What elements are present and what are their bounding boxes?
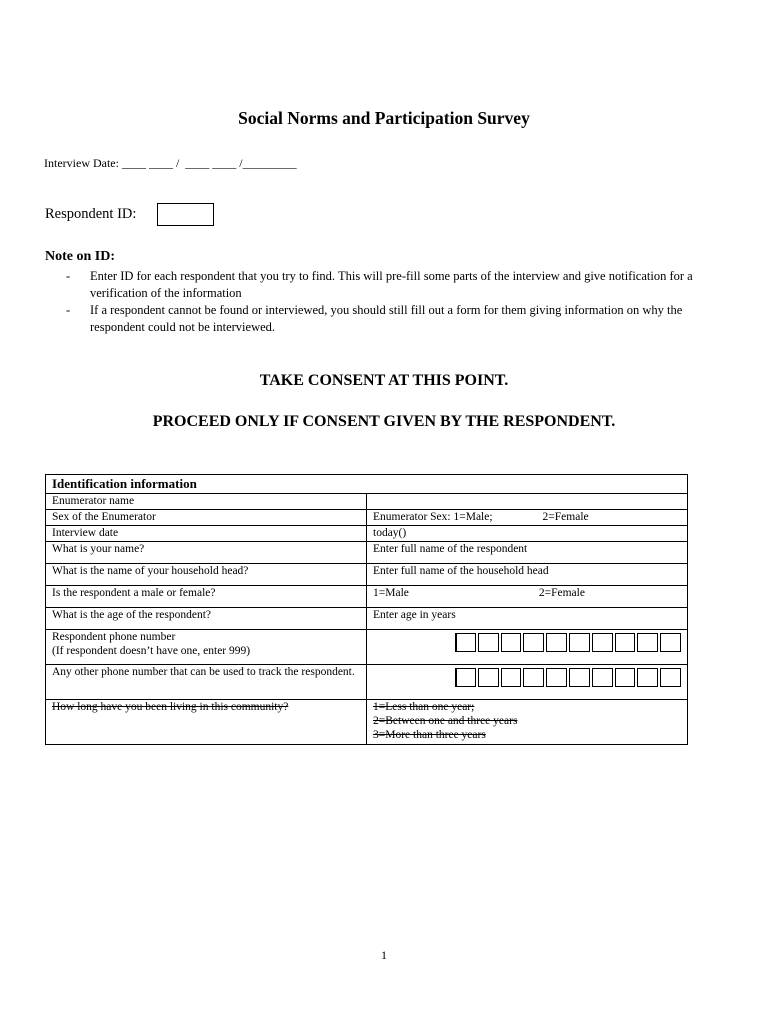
digit-box[interactable] [523,668,544,687]
digit-box[interactable] [637,633,658,652]
question-note: (If respondent doesn’t have one, enter 999) [52,645,251,657]
question-cell: Interview date [46,526,367,542]
page-title: Social Norms and Participation Survey [238,108,530,128]
digit-box[interactable] [523,633,544,652]
household-head-answer[interactable]: Enter full name of the household head [367,564,688,586]
note-heading: Note on ID: [45,249,115,264]
option-male: 1=Male [373,587,409,599]
page-number: 1 [381,948,387,962]
enumerator-sex-answer[interactable] [367,510,688,526]
respondent-name-answer[interactable]: Enter full name of the respondent [367,542,688,564]
digit-box[interactable] [637,668,658,687]
consent-instruction: TAKE CONSENT AT THIS POINT. [259,372,509,389]
digit-box[interactable] [569,633,590,652]
option-female: 2=Female [542,511,589,523]
question-cell: Any other phone number that can be used to track the respondent. [46,665,367,700]
table-row [46,665,688,700]
question-cell-struck: How long have you been living in this community? [46,700,367,745]
digit-box[interactable] [615,668,636,687]
option-female: 2=Female [538,587,585,599]
question-cell: What is the name of your household head? [46,564,367,586]
question-cell: What is the age of the respondent? [46,608,367,630]
question-line: Respondent phone number [52,631,176,643]
table-row [46,630,688,665]
note-item-text: Enter ID for each respondent that you try to find. This will pre-fill some parts of the interview and give notification for a verification of the information [90,269,693,300]
question-cell: Sex of the Enumerator [46,510,367,526]
respondent-id-input[interactable] [157,203,214,226]
bullet-dash: - [66,303,71,317]
digit-box[interactable] [615,633,636,652]
bullet-dash: - [66,269,71,283]
digit-box[interactable] [592,668,613,687]
option-more-than-three-years: 3=More than three years [373,729,486,741]
digit-box[interactable] [455,633,476,652]
question-cell: Enumerator name [46,494,367,510]
question-cell: Is the respondent a male or female? [46,586,367,608]
table-header: Identification information [46,475,688,494]
respondent-id-label: Respondent ID: [45,206,137,222]
table-row [46,542,688,564]
table-row [46,700,688,745]
option-male: Enumerator Sex: 1=Male; [373,511,493,523]
note-item [66,268,706,302]
other-phone-answer [367,665,688,700]
respondent-sex-answer[interactable] [367,586,688,608]
phone-digit-boxes[interactable] [455,633,681,652]
identification-table [45,474,688,745]
digit-box[interactable] [660,668,681,687]
question-cell: What is your name? [46,542,367,564]
digit-box[interactable] [478,633,499,652]
table-row [46,608,688,630]
digit-box[interactable] [455,668,476,687]
table-row [46,494,688,510]
digit-box[interactable] [478,668,499,687]
digit-box[interactable] [546,668,567,687]
consent-condition: PROCEED ONLY IF CONSENT GIVEN BY THE RESPONDENT. [152,413,616,430]
question-cell [46,630,367,665]
phone-number-answer [367,630,688,665]
note-item [66,302,706,336]
digit-box[interactable] [660,633,681,652]
enumerator-name-answer[interactable] [367,494,688,510]
table-row [46,510,688,526]
digit-box[interactable] [501,633,522,652]
table-row [46,526,688,542]
note-item-text: If a respondent cannot be found or interviewed, you should still fill out a form for them giving information on why the respondent could not be interviewed. [90,303,683,334]
respondent-age-answer[interactable]: Enter age in years [367,608,688,630]
living-duration-options [367,700,688,745]
option-one-to-three-years: 2=Between one and three years [373,715,518,727]
digit-box[interactable] [569,668,590,687]
digit-box[interactable] [501,668,522,687]
table-row [46,564,688,586]
digit-box[interactable] [592,633,613,652]
option-less-than-one-year: 1=Less than one year; [373,701,475,713]
interview-date-answer[interactable]: today() [367,526,688,542]
digit-box[interactable] [546,633,567,652]
table-row [46,586,688,608]
other-phone-digit-boxes[interactable] [455,668,681,687]
interview-date-field[interactable]: Interview Date: ____ ____ / ____ ____ /_________ [44,156,297,170]
